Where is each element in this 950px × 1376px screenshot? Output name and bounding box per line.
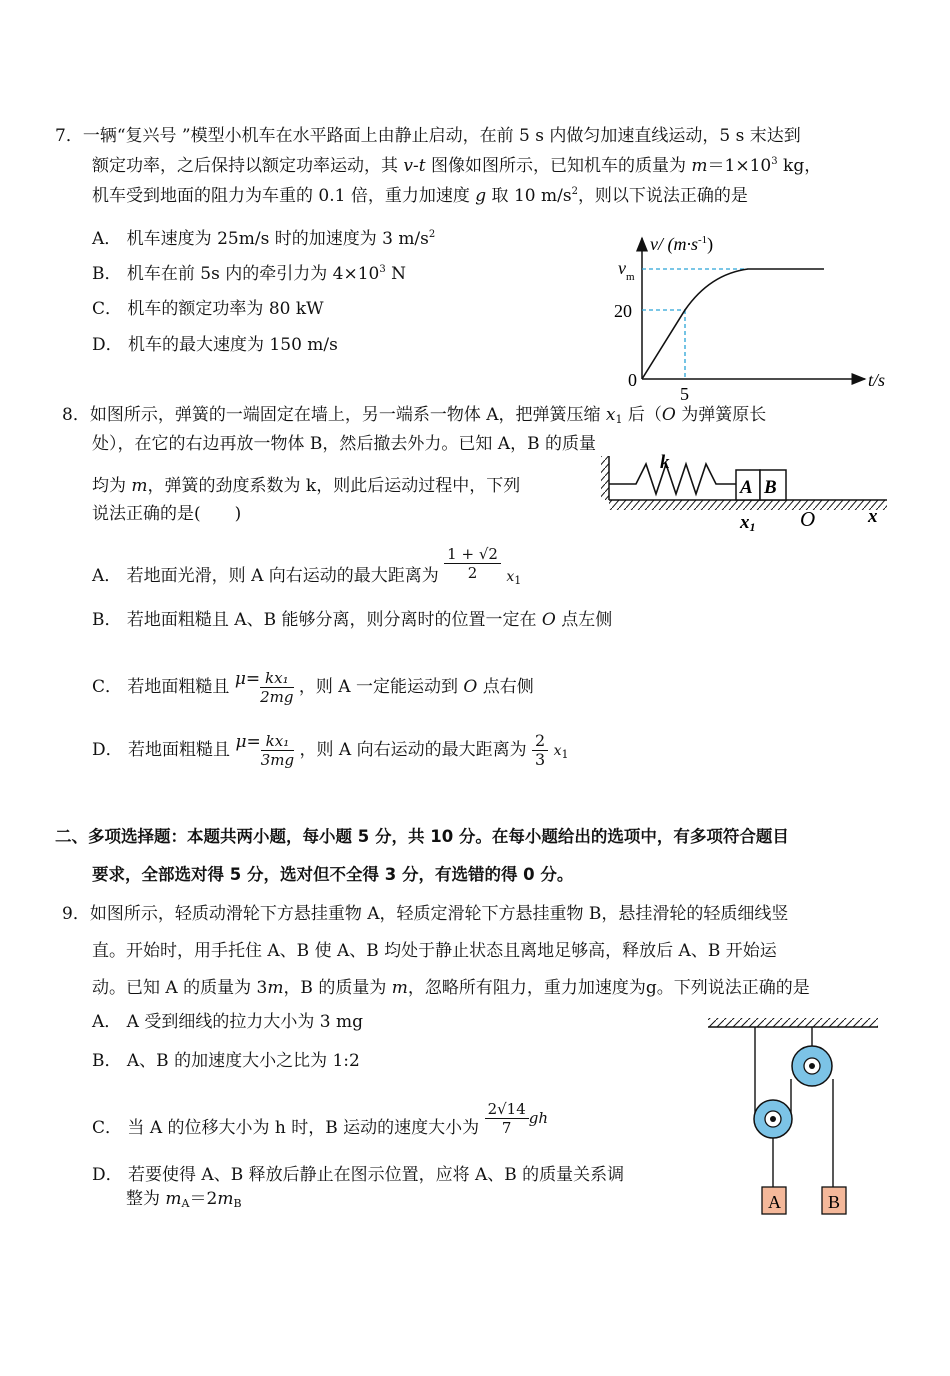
- q8-option-c: C． 若地面粗糙且 μ= $\frac{\text{kx₁}}{2mg}$ ，则 A 一定能运动到 O 点右侧: [92, 669, 534, 706]
- vt-curve: [642, 269, 824, 379]
- q7-line3: 机车受到地面的阻力为车重的 0.1 倍，重力加速度 g 取 10 $m/s^2$，则以下说法正确的是: [92, 186, 748, 206]
- q7-line2: 额定功率，之后保持以额定功率运动，其 v-t 图像如图所示，已知机车的质量为 $m=1\times 10^3$ kg，: [92, 156, 822, 176]
- q9-c-fraction: $\frac{2√14}{7}$: [485, 1100, 529, 1137]
- q7-option-c: C． 机车的额定功率为 80 kW: [92, 299, 324, 319]
- section2-line2: 要求，全部选对得 5 分，选对但不全得 3 分，有选错的得 0 分。: [92, 865, 574, 884]
- q8-line2: 处），在它的右边再放一物体 B，然后撤去外力。已知 A，B 的质量: [92, 434, 596, 454]
- q9-option-d-line1: D． 若要使得 A、B 释放后静止在图示位置，应将 A、B 的质量关系调: [92, 1165, 625, 1185]
- spring: [609, 464, 736, 494]
- y-axis-label: v/ $(m\cdot s^{-1})$: [650, 234, 714, 254]
- q9-pulley-figure: [700, 1012, 885, 1222]
- q9-option-d-line2: 整为 $m_A=2m_B$: [126, 1189, 242, 1210]
- q9-line1: 9．如图所示，轻质动滑轮下方悬挂重物 A，轻质定滑轮下方悬挂重物 B，悬挂滑轮的轻质细线竖: [62, 904, 789, 924]
- vm-label: $v_m$: [618, 258, 635, 283]
- q7-vt-graph: [610, 228, 900, 403]
- q9-line3: 动。已知 A 的质量为 3m，B 的质量为 m，忽略所有阻力，重力加速度为g。下列说法正确的是: [92, 978, 810, 998]
- q8-line1: 8．如图所示，弹簧的一端固定在墙上，另一端系一物体 A，把弹簧压缩 $x_1$ 后（O 为弹簧原长: [62, 405, 767, 426]
- tick-20: 20: [614, 301, 632, 321]
- q7-line1: 7．一辆“复兴号 ”模型小机车在水平路面上由静止启动，在前 5 s 内做匀加速直线运动，5 s 末达到: [55, 126, 801, 146]
- q9-line2: 直。开始时，用手托住 A、B 使 A、B 均处于静止状态且离地足够高，释放后 A、B 开始运: [92, 941, 777, 961]
- block-b-label: B: [764, 477, 777, 498]
- spring-k-label: k: [660, 452, 670, 473]
- q8-d-frac-2-3: $\frac{2}{3}$: [532, 732, 548, 769]
- q8-option-d: D． 若地面粗糙且 μ= $\frac{\text{kx₁}}{3mg}$ ，则 A 向右运动的最大距离为 $\frac{2}{3}$ $x_1$: [92, 731, 569, 769]
- tick-5: 5: [680, 384, 689, 403]
- ceiling: [708, 1018, 878, 1027]
- q8-a-fraction: $\frac{1 + √2}{2}$: [444, 545, 501, 582]
- origin-label: 0: [628, 370, 637, 390]
- ground: [609, 500, 887, 510]
- q9-option-c: C． 当 A 的位移大小为 h 时，B 运动的速度大小为 $\frac{2√14}{7}$ gh: [92, 1100, 549, 1138]
- q8-option-a: A． 若地面光滑，则 A 向右运动的最大距离为 $\frac{1 + √2}{2}$ $x_1$: [92, 545, 522, 587]
- o-label: O: [800, 507, 816, 531]
- x1-label: x1: [740, 512, 756, 532]
- q9-option-a: A． A 受到细线的拉力大小为 3 mg: [92, 1012, 363, 1032]
- q7-option-a: A． 机车速度为 25m/s 时的加速度为 3 $m/s^2$: [92, 229, 436, 249]
- weight-b-label: B: [828, 1192, 841, 1212]
- section2-line1: 二、多项选择题：本题共两小题，每小题 5 分，共 10 分。在每小题给出的选项中，有多项符合题目: [55, 827, 789, 846]
- q8-line3: 均为 m，弹簧的劲度系数为 k，则此后运动过程中，下列: [92, 476, 521, 496]
- q9-option-b: B． A、B 的加速度大小之比为 1:2: [92, 1051, 360, 1071]
- q8-d-fraction: $\frac{\text{kx₁}}{3mg}$: [260, 732, 295, 769]
- q7-option-b: B． 机车在前 5s 内的牵引力为 $4\times 10^3$ N: [92, 264, 406, 284]
- wall: [601, 456, 609, 500]
- q8-c-fraction: $\frac{\text{kx₁}}{2mg}$: [260, 669, 294, 706]
- q8-spring-figure: [598, 452, 893, 532]
- weight-a-label: A: [768, 1192, 781, 1212]
- x-axis-label: x: [868, 506, 878, 527]
- q8-option-b: B． 若地面粗糙且 A、B 能够分离，则分离时的位置一定在 O 点左侧: [92, 610, 613, 630]
- q8-line4: 说法正确的是( ): [92, 504, 242, 524]
- q7-option-d: D． 机车的最大速度为 150 m/s: [92, 335, 338, 355]
- block-a-label: A: [740, 477, 753, 498]
- x-axis-label: t/s: [868, 370, 886, 390]
